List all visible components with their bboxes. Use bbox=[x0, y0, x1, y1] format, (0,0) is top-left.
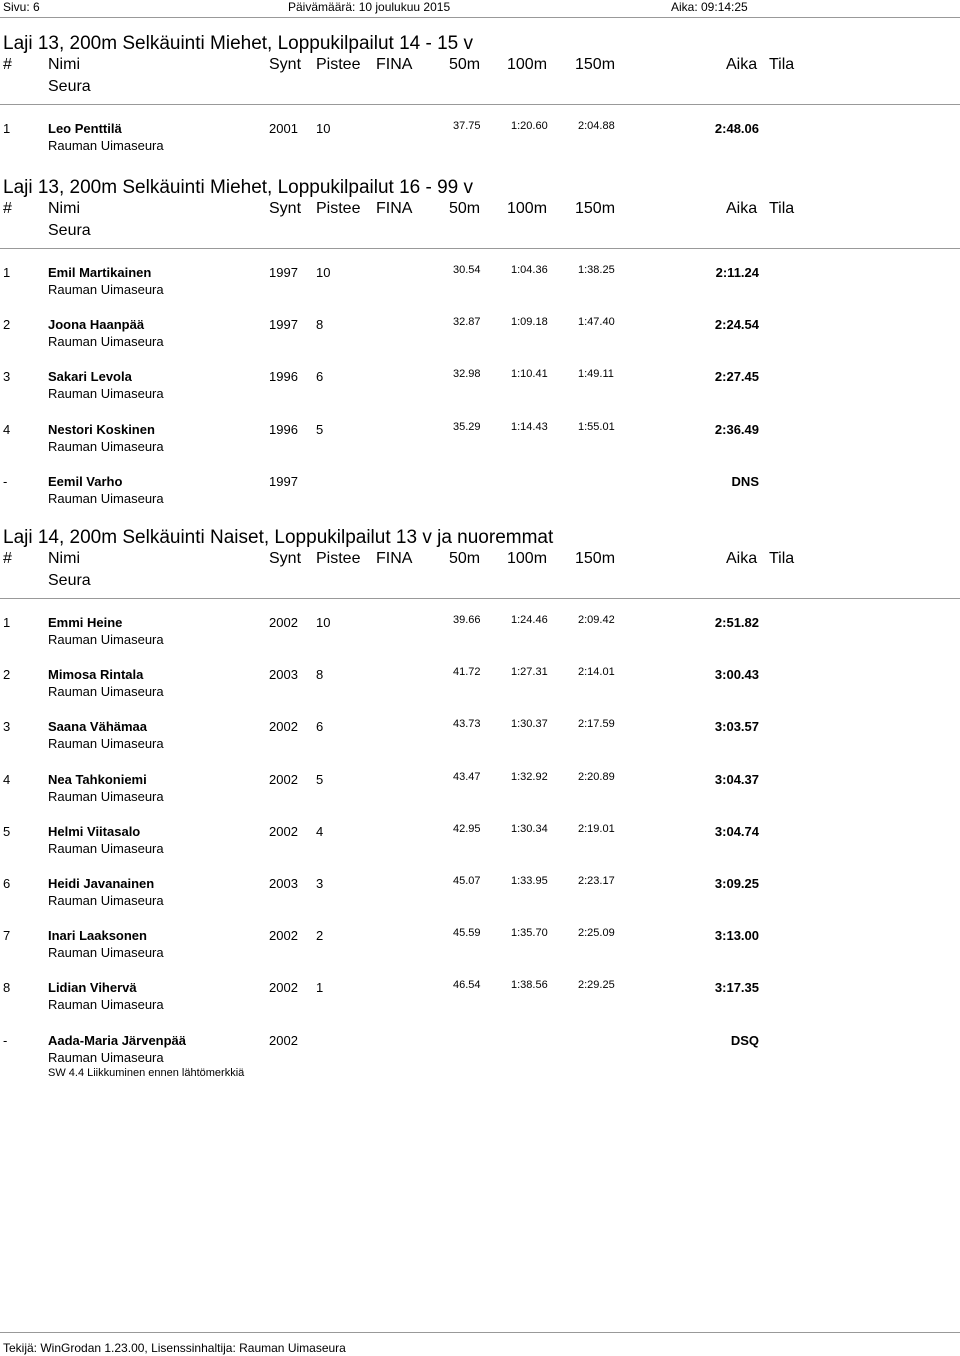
points: 10 bbox=[316, 121, 331, 136]
result-rank: 7 bbox=[3, 928, 11, 943]
column-header-club: Seura bbox=[48, 572, 91, 589]
result-rank: - bbox=[3, 474, 8, 489]
club-name: Rauman Uimaseura bbox=[48, 945, 164, 960]
column-header-yob: Synt bbox=[269, 56, 302, 73]
column-header-name: Nimi bbox=[48, 550, 80, 567]
split-s50: 43.47 bbox=[453, 771, 481, 783]
column-header-name: Nimi bbox=[48, 56, 80, 73]
birth-year: 2002 bbox=[269, 928, 298, 943]
birth-year: 2002 bbox=[269, 824, 298, 839]
column-header-time: Aika bbox=[726, 200, 758, 217]
column-header-club: Seura bbox=[48, 222, 91, 239]
header-underline bbox=[0, 104, 960, 105]
result-rank: 8 bbox=[3, 980, 11, 995]
birth-year: 2002 bbox=[269, 1033, 298, 1048]
split-s100: 1:35.70 bbox=[511, 927, 548, 939]
points: 8 bbox=[316, 317, 324, 332]
birth-year: 1997 bbox=[269, 474, 298, 489]
swimmer-name: Sakari Levola bbox=[48, 369, 132, 384]
split-s100: 1:30.34 bbox=[511, 823, 548, 835]
split-s100: 1:30.37 bbox=[511, 718, 548, 730]
points: 3 bbox=[316, 876, 324, 891]
print-time: Aika: 09:14:25 bbox=[671, 0, 748, 14]
split-s50: 37.75 bbox=[453, 120, 481, 132]
result-rank: 4 bbox=[3, 772, 11, 787]
points: 1 bbox=[316, 980, 324, 995]
split-s150: 1:55.01 bbox=[578, 421, 615, 433]
split-s50: 39.66 bbox=[453, 614, 481, 626]
result-rank: - bbox=[3, 1033, 8, 1048]
club-name: Rauman Uimaseura bbox=[48, 282, 164, 297]
final-time: 2:11.24 bbox=[715, 265, 759, 280]
header-underline bbox=[0, 248, 960, 249]
split-s150: 1:38.25 bbox=[578, 264, 615, 276]
club-name: Rauman Uimaseura bbox=[48, 789, 164, 804]
split-s100: 1:33.95 bbox=[511, 875, 548, 887]
final-time: 2:24.54 bbox=[714, 317, 759, 332]
swimmer-name: Mimosa Rintala bbox=[48, 667, 144, 682]
footer-text: Tekijä: WinGrodan 1.23.00, Lisenssinhaltija: Rauman Uimaseura bbox=[3, 1341, 346, 1355]
split-s50: 45.07 bbox=[453, 875, 481, 887]
header-divider bbox=[0, 17, 960, 18]
column-header-rank: # bbox=[3, 200, 12, 217]
points: 10 bbox=[316, 265, 331, 280]
club-name: Rauman Uimaseura bbox=[48, 439, 164, 454]
split-s100: 1:20.60 bbox=[511, 120, 548, 132]
final-time: 2:36.49 bbox=[714, 422, 759, 437]
event-title: Laji 13, 200m Selkäuinti Miehet, Loppukilpailut 14 - 15 v bbox=[3, 33, 474, 54]
column-header-s100: 100m bbox=[507, 200, 548, 217]
split-s50: 45.59 bbox=[453, 927, 481, 939]
club-name: Rauman Uimaseura bbox=[48, 334, 164, 349]
final-time: 3:13.00 bbox=[714, 928, 759, 943]
split-s100: 1:04.36 bbox=[511, 264, 548, 276]
split-s150: 2:17.59 bbox=[578, 718, 615, 730]
column-header-s50: 50m bbox=[449, 550, 481, 567]
split-s150: 2:20.89 bbox=[578, 771, 615, 783]
result-rank: 2 bbox=[3, 667, 11, 682]
swimmer-name: Eemil Varho bbox=[48, 474, 123, 489]
column-header-fina: FINA bbox=[376, 56, 413, 73]
club-name: Rauman Uimaseura bbox=[48, 736, 164, 751]
swimmer-name: Nea Tahkoniemi bbox=[48, 772, 147, 787]
club-name: Rauman Uimaseura bbox=[48, 138, 164, 153]
split-s50: 30.54 bbox=[453, 264, 481, 276]
birth-year: 1997 bbox=[269, 317, 298, 332]
header-underline bbox=[0, 598, 960, 599]
column-header-fina: FINA bbox=[376, 200, 413, 217]
swimmer-name: Emil Martikainen bbox=[48, 265, 152, 280]
birth-year: 1996 bbox=[269, 422, 298, 437]
swimmer-name: Saana Vähämaa bbox=[48, 719, 148, 734]
split-s150: 2:25.09 bbox=[578, 927, 615, 939]
column-header-s150: 150m bbox=[575, 56, 616, 73]
print-date: Päivämäärä: 10 joulukuu 2015 bbox=[288, 0, 451, 14]
swimmer-name: Aada-Maria Järvenpää bbox=[48, 1033, 187, 1048]
column-header-status: Tila bbox=[769, 550, 795, 567]
result-rank: 5 bbox=[3, 824, 11, 839]
split-s150: 2:19.01 bbox=[578, 823, 615, 835]
split-s50: 35.29 bbox=[453, 421, 481, 433]
result-rank: 1 bbox=[3, 265, 11, 280]
column-header-yob: Synt bbox=[269, 200, 302, 217]
column-header-s50: 50m bbox=[449, 200, 481, 217]
column-header-fina: FINA bbox=[376, 550, 413, 567]
swimmer-name: Lidian Vihervä bbox=[48, 980, 137, 995]
result-rank: 3 bbox=[3, 719, 11, 734]
result-rank: 6 bbox=[3, 876, 11, 891]
result-note: SW 4.4 Liikkuminen ennen lähtömerkkiä bbox=[48, 1067, 245, 1079]
birth-year: 1997 bbox=[269, 265, 298, 280]
final-time: 3:17.35 bbox=[714, 980, 759, 995]
points: 6 bbox=[316, 719, 324, 734]
points: 8 bbox=[316, 667, 324, 682]
split-s50: 42.95 bbox=[453, 823, 481, 835]
club-name: Rauman Uimaseura bbox=[48, 841, 164, 856]
birth-year: 2002 bbox=[269, 615, 298, 630]
result-rank: 1 bbox=[3, 615, 11, 630]
split-s50: 46.54 bbox=[453, 979, 481, 991]
birth-year: 1996 bbox=[269, 369, 298, 384]
club-name: Rauman Uimaseura bbox=[48, 632, 164, 647]
club-name: Rauman Uimaseura bbox=[48, 997, 164, 1012]
final-time: 2:48.06 bbox=[714, 121, 759, 136]
split-s150: 2:09.42 bbox=[578, 614, 615, 626]
final-time: 2:51.82 bbox=[714, 615, 759, 630]
points: 5 bbox=[316, 772, 324, 787]
event-title: Laji 13, 200m Selkäuinti Miehet, Loppukilpailut 16 - 99 v bbox=[3, 177, 474, 198]
birth-year: 2002 bbox=[269, 772, 298, 787]
column-header-rank: # bbox=[3, 56, 12, 73]
points: 6 bbox=[316, 369, 324, 384]
split-s100: 1:24.46 bbox=[511, 614, 548, 626]
swimmer-name: Inari Laaksonen bbox=[48, 928, 147, 943]
split-s100: 1:14.43 bbox=[511, 421, 548, 433]
column-header-s150: 150m bbox=[575, 550, 616, 567]
split-s150: 2:14.01 bbox=[578, 666, 615, 678]
final-time: DSQ bbox=[730, 1033, 759, 1048]
final-time: 3:04.37 bbox=[714, 772, 759, 787]
birth-year: 2003 bbox=[269, 667, 298, 682]
column-header-s50: 50m bbox=[449, 56, 481, 73]
column-header-rank: # bbox=[3, 550, 12, 567]
column-header-s150: 150m bbox=[575, 200, 616, 217]
club-name: Rauman Uimaseura bbox=[48, 491, 164, 506]
column-header-points: Pistee bbox=[316, 550, 361, 567]
split-s150: 2:23.17 bbox=[578, 875, 615, 887]
club-name: Rauman Uimaseura bbox=[48, 386, 164, 401]
final-time: 2:27.45 bbox=[714, 369, 759, 384]
page-header bbox=[0, 0, 960, 16]
column-header-points: Pistee bbox=[316, 56, 361, 73]
birth-year: 2001 bbox=[269, 121, 298, 136]
split-s150: 1:47.40 bbox=[578, 316, 615, 328]
split-s100: 1:09.18 bbox=[511, 316, 548, 328]
club-name: Rauman Uimaseura bbox=[48, 684, 164, 699]
club-name: Rauman Uimaseura bbox=[48, 1050, 164, 1065]
club-name: Rauman Uimaseura bbox=[48, 893, 164, 908]
column-header-time: Aika bbox=[726, 550, 758, 567]
points: 10 bbox=[316, 615, 331, 630]
footer-divider bbox=[0, 1332, 960, 1333]
split-s50: 32.87 bbox=[453, 316, 481, 328]
result-rank: 1 bbox=[3, 121, 11, 136]
final-time: DNS bbox=[731, 474, 759, 489]
birth-year: 2002 bbox=[269, 719, 298, 734]
swimmer-name: Emmi Heine bbox=[48, 615, 123, 630]
split-s100: 1:27.31 bbox=[511, 666, 548, 678]
final-time: 3:00.43 bbox=[714, 667, 759, 682]
split-s100: 1:10.41 bbox=[511, 368, 548, 380]
split-s50: 41.72 bbox=[453, 666, 481, 678]
final-time: 3:04.74 bbox=[714, 824, 759, 839]
swimmer-name: Leo Penttilä bbox=[48, 121, 122, 136]
swimmer-name: Joona Haanpää bbox=[48, 317, 145, 332]
final-time: 3:09.25 bbox=[714, 876, 759, 891]
page-number: Sivu: 6 bbox=[3, 0, 40, 14]
birth-year: 2002 bbox=[269, 980, 298, 995]
result-rank: 4 bbox=[3, 422, 11, 437]
column-header-name: Nimi bbox=[48, 200, 80, 217]
final-time: 3:03.57 bbox=[714, 719, 759, 734]
swimmer-name: Heidi Javanainen bbox=[48, 876, 155, 891]
column-header-s100: 100m bbox=[507, 56, 548, 73]
result-rank: 2 bbox=[3, 317, 11, 332]
result-rank: 3 bbox=[3, 369, 11, 384]
column-header-club: Seura bbox=[48, 78, 91, 95]
column-header-status: Tila bbox=[769, 200, 795, 217]
split-s100: 1:38.56 bbox=[511, 979, 548, 991]
split-s150: 2:04.88 bbox=[578, 120, 615, 132]
column-header-time: Aika bbox=[726, 56, 758, 73]
event-title: Laji 14, 200m Selkäuinti Naiset, Loppukilpailut 13 v ja nuoremmat bbox=[3, 527, 554, 548]
column-header-points: Pistee bbox=[316, 200, 361, 217]
column-header-yob: Synt bbox=[269, 550, 302, 567]
points: 4 bbox=[316, 824, 324, 839]
points: 5 bbox=[316, 422, 324, 437]
split-s50: 43.73 bbox=[453, 718, 481, 730]
points: 2 bbox=[316, 928, 324, 943]
split-s150: 1:49.11 bbox=[578, 368, 614, 380]
birth-year: 2003 bbox=[269, 876, 298, 891]
swimmer-name: Nestori Koskinen bbox=[48, 422, 155, 437]
split-s100: 1:32.92 bbox=[511, 771, 548, 783]
split-s50: 32.98 bbox=[453, 368, 481, 380]
swimmer-name: Helmi Viitasalo bbox=[48, 824, 141, 839]
column-header-s100: 100m bbox=[507, 550, 548, 567]
split-s150: 2:29.25 bbox=[578, 979, 615, 991]
column-header-status: Tila bbox=[769, 56, 795, 73]
